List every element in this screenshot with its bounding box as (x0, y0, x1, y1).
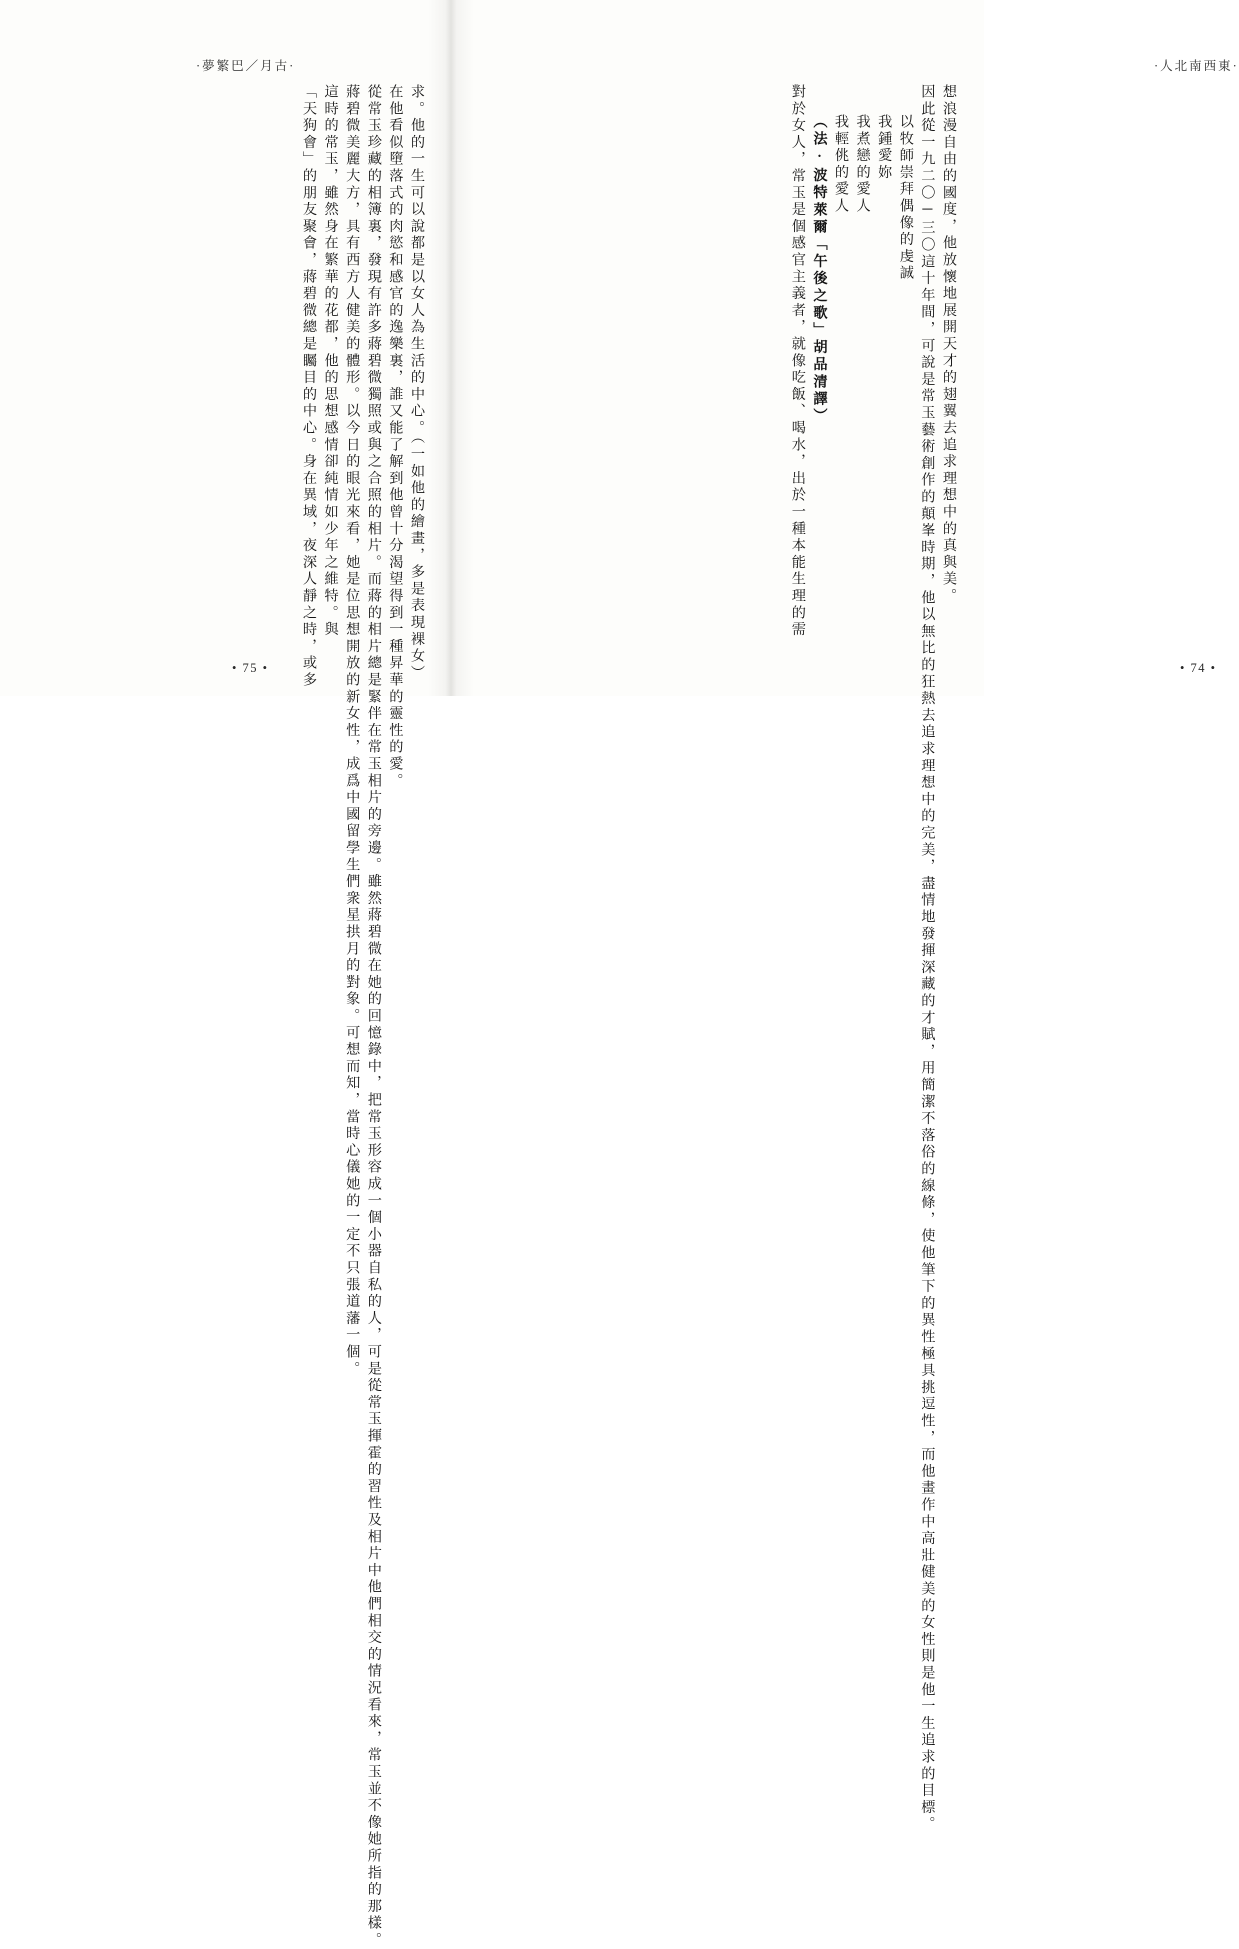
paragraph-line: 「天狗會」的朋友聚會，蔣碧微總是矚目的中心。身在異域，夜深人靜之時，或多 (301, 84, 318, 689)
poem-line: 以牧師崇拜偶像的虔誠 (897, 114, 914, 282)
running-head-left: ·夢繁巴／月古· (196, 59, 296, 73)
paragraph-line: 在他看似墮落式的肉慾和感官的逸樂裏，誰又能了解到他曾十分渴望得到一種昇華的靈性的愛。 (387, 84, 404, 790)
text-body-right (504, 84, 957, 1833)
poem-line: 我鍾愛妳 (876, 114, 893, 182)
folio-right: • 74 • (1180, 661, 1217, 675)
paragraph-line: 從常玉珍藏的相簿裏，發現有許多蔣碧微獨照或與之合照的相片。而蔣的相片總是緊伴在常玉相片的旁邊。雖然蔣碧微在她的回憶錄中，把常玉形容成一個小器自私的人，可是從常玉揮霍的習性及相片中他們相交的情況看來，常玉並不像她所指的那樣。 (365, 84, 382, 1949)
running-head-right: ·人北南西東· (1154, 59, 1239, 73)
poem-line: 我煮戀的愛人 (854, 114, 871, 215)
page-75 (0, 0, 452, 1949)
paragraph-line: 求。他的一生可以說都是以女人為生活的中心。（一如他的繪畫，多是表現裸女） (409, 84, 425, 682)
poem-line: 我輕佻的愛人 (833, 114, 850, 215)
folio-left: • 75 • (232, 661, 269, 675)
paragraph-line: 想浪漫自由的國度，他放懷地展開天才的翅翼去追求理想中的真與美。 (941, 84, 957, 605)
paragraph-line: 因此從一九二〇─三〇這十年間，可說是常玉藝術創作的顛峯時期，他以無比的狂熱去追求理想中的完美，盡情地發揮深藏的才賦，用簡潔不落俗的線條，使他筆下的異性極具挑逗性，而他畫作中高壯健美的女性則是他一生追求的目標。 (919, 84, 936, 1833)
page-74 (474, 0, 1239, 1833)
paragraph-line: 對於女人，常玉是個感官主義者，就像吃飯、喝水，出於一種本能生理的需 (789, 84, 806, 639)
paragraph-line: 這時的常玉，雖然身在繁華的花都，他的思想感情卻純情如少年之維特。與 (322, 84, 339, 639)
paragraph-line: 蔣碧微美麗大方，具有西方人健美的體形。以今日的眼光來看，她是位思想開放的新女性，成爲中國留學生們衆星拱月的對象。可想而知，當時心儀她的一定不只張道藩一個。 (344, 84, 361, 1378)
poem-attribution: （法·波特萊爾「午後之歌」胡品清譯） (811, 114, 828, 426)
